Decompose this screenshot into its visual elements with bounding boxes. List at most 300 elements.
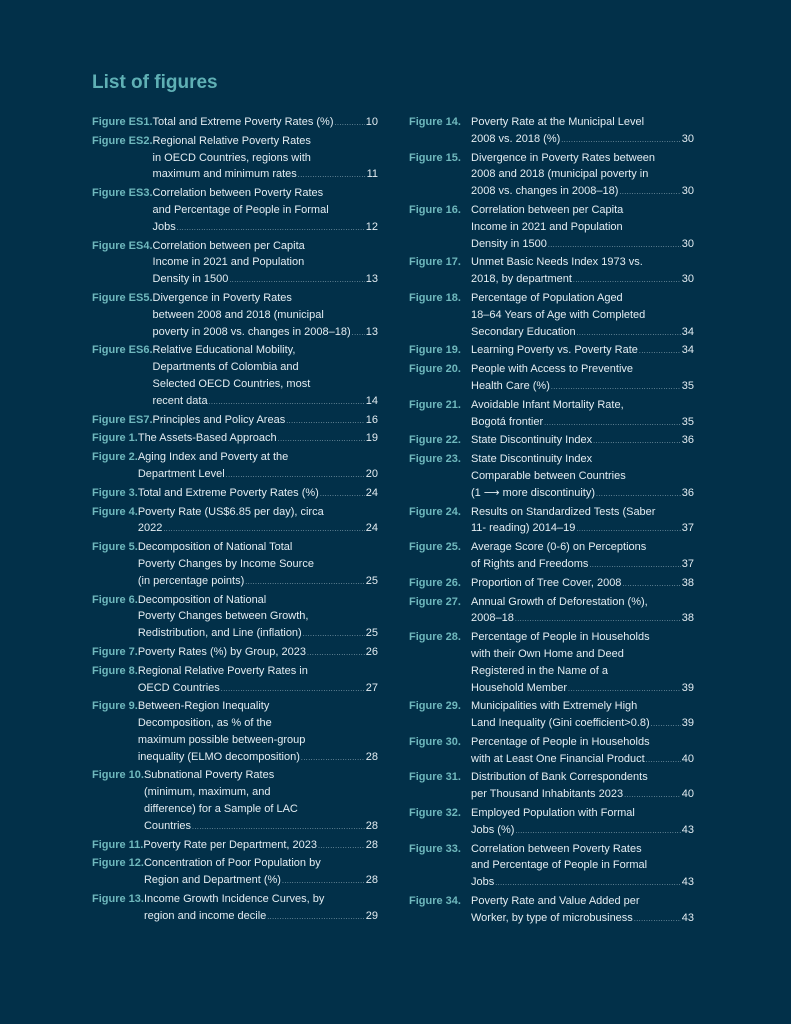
figure-entry[interactable] <box>92 855 378 891</box>
figure-title-last-line <box>153 166 378 185</box>
figure-title-line: Divergence in Poverty Rates between <box>471 151 656 164</box>
figure-title-line: and Percentage of People in Formal <box>152 203 329 216</box>
figure-title-line: Total and Extreme Poverty Rates (%) <box>152 116 334 128</box>
figure-title-last-line <box>153 412 378 431</box>
figure-title-line: difference) for a Sample of LAC <box>143 803 298 816</box>
figure-label: Figure 29. <box>409 700 461 713</box>
figure-title-line: Income Growth Incidence Curves, by <box>143 893 325 906</box>
figure-title-last-line <box>471 910 694 929</box>
figure-title-line: Countries <box>143 819 192 832</box>
figure-entry[interactable] <box>409 575 694 594</box>
figure-title-line: with at Least One Financial Product <box>471 752 645 765</box>
page-number: 38 <box>681 612 694 625</box>
leader-dots <box>589 558 680 575</box>
figure-label: Figure 1. <box>92 432 138 445</box>
figure-label: Figure 3. <box>92 486 138 499</box>
figure-title-line: Annual Growth of Deforestation (%), <box>471 595 648 608</box>
figure-title-last-line <box>138 625 378 644</box>
figure-title <box>153 114 378 133</box>
figure-label: Figure ES1. <box>92 116 153 128</box>
figure-title <box>471 539 694 575</box>
page-number: 43 <box>681 911 694 924</box>
figure-entry[interactable] <box>409 539 694 575</box>
figure-label: Figure 34. <box>409 895 461 908</box>
figure-title-last-line <box>138 466 378 485</box>
figure-title-last-line <box>143 837 378 856</box>
figure-entry[interactable] <box>92 114 378 133</box>
figure-title <box>471 841 694 893</box>
leader-dots <box>561 133 680 150</box>
figure-entry[interactable] <box>409 202 694 254</box>
figure-label: Figure ES4. <box>92 239 153 252</box>
figure-label: Figure 16. <box>409 203 461 216</box>
leader-dots <box>286 414 365 431</box>
page-number: 43 <box>681 823 694 836</box>
figure-entry[interactable] <box>92 485 378 504</box>
figure-title <box>144 891 378 927</box>
figure-title-line: 2018, by department <box>471 273 572 286</box>
leader-dots <box>298 168 366 185</box>
page-number: 28 <box>365 819 378 832</box>
figure-title-line: and Percentage of People in Formal <box>471 859 648 872</box>
leader-dots <box>624 788 681 805</box>
figure-entry[interactable] <box>92 698 378 767</box>
figure-title <box>144 855 378 891</box>
figure-title-last-line <box>144 818 378 837</box>
figure-title-line: Bogotá frontier <box>471 415 544 428</box>
figure-title <box>138 663 378 699</box>
figure-title-last-line <box>153 393 378 412</box>
figure-title-last-line <box>471 610 694 629</box>
page-number: 28 <box>365 750 378 763</box>
page-number: 35 <box>681 379 694 392</box>
figure-label: Figure 24. <box>409 505 461 518</box>
figure-entry[interactable] <box>409 594 694 630</box>
figure-title-line: Percentage of Population Aged <box>471 291 623 304</box>
figure-title-line: Density in 1500 <box>471 237 547 250</box>
figure-title <box>471 734 694 770</box>
figure-title-line: 2022 <box>137 522 163 535</box>
page-number: 40 <box>681 752 694 765</box>
figure-label: Figure ES7. <box>92 413 153 426</box>
figure-title-line: Jobs (%) <box>471 823 515 836</box>
figure-title <box>138 430 378 449</box>
page-number: 13 <box>365 273 378 286</box>
figure-entry[interactable] <box>409 769 694 805</box>
figure-title <box>153 342 378 411</box>
figure-entry[interactable] <box>92 238 378 290</box>
figure-entry[interactable] <box>409 698 694 734</box>
figure-entry[interactable] <box>409 734 694 770</box>
figure-title-line: Employed Population with Formal <box>471 807 635 820</box>
figure-title-line: Learning Poverty vs. Poverty Rate <box>471 344 638 357</box>
page-number: 11 <box>366 168 378 181</box>
figure-title-line: with their Own Home and Deed <box>471 647 624 660</box>
page-number: 35 <box>681 415 694 428</box>
figure-title-line: between 2008 and 2018 (municipal <box>152 308 324 321</box>
figure-label: Figure ES6. <box>92 344 153 357</box>
leader-dots <box>267 910 364 927</box>
figure-title-last-line <box>153 324 378 343</box>
figure-label: Figure 23. <box>409 453 461 466</box>
figure-title <box>153 185 378 237</box>
figure-title-line: Relative Educational Mobility, <box>152 344 296 357</box>
page-number: 19 <box>365 432 378 445</box>
figure-entry[interactable] <box>92 449 378 485</box>
figure-title-line: Poverty Rate and Value Added per <box>471 895 640 908</box>
figure-title-line: Decomposition of National Total <box>137 541 293 554</box>
figure-entry[interactable] <box>92 539 378 591</box>
leader-dots <box>544 416 681 433</box>
figure-entry[interactable] <box>92 133 378 185</box>
figure-label: Figure 11. <box>92 838 144 851</box>
page-number: 29 <box>365 909 378 922</box>
figure-label: Figure 2. <box>92 451 138 464</box>
page-number: 30 <box>681 273 694 286</box>
leader-dots <box>177 221 365 238</box>
figure-title <box>138 485 378 504</box>
figure-entry[interactable] <box>92 412 378 431</box>
figure-title-last-line <box>471 342 694 361</box>
page-number: 14 <box>365 394 378 407</box>
figure-label: Figure 6. <box>92 593 138 606</box>
figure-label: Figure 32. <box>409 807 461 820</box>
figure-entry[interactable] <box>409 432 694 451</box>
page-number: 30 <box>681 132 694 145</box>
figure-label: Figure 31. <box>409 771 461 784</box>
figure-title-line: Percentage of People in Households <box>471 631 650 644</box>
figure-entry[interactable] <box>409 451 694 503</box>
figure-entry[interactable] <box>92 185 378 237</box>
leader-dots <box>221 682 365 699</box>
figure-title <box>138 449 378 485</box>
figure-title-line: region and income decile <box>143 909 267 922</box>
figure-title <box>471 594 694 630</box>
figure-title-last-line <box>471 786 694 805</box>
figure-title-line: Principles and Policy Areas <box>152 413 286 426</box>
figure-label: Figure 18. <box>409 291 461 304</box>
figure-title-line: 2008 vs. changes in 2008–18) <box>471 185 619 198</box>
figure-entry[interactable] <box>92 592 378 644</box>
figure-title-line: Jobs <box>152 220 176 233</box>
figure-title-line: Density in 1500 <box>152 273 229 286</box>
figure-entry[interactable] <box>409 361 694 397</box>
leader-dots <box>596 487 681 504</box>
figure-title-last-line <box>471 575 694 594</box>
figure-label: Figure 22. <box>409 434 461 447</box>
figure-list-left-column <box>92 114 378 927</box>
figure-label: Figure 4. <box>92 505 138 518</box>
figure-title <box>471 397 694 433</box>
figure-title-line: Redistribution, and Line (inflation) <box>137 627 302 640</box>
figure-title-line: Divergence in Poverty Rates <box>152 291 292 304</box>
page-number: 37 <box>681 522 694 535</box>
page-number: 26 <box>365 645 378 658</box>
figure-title-line: State Discontinuity Index <box>471 453 593 466</box>
figure-label: Figure 30. <box>409 735 461 748</box>
figure-title-last-line <box>471 432 694 451</box>
figure-title-last-line <box>153 114 378 133</box>
figure-title-last-line <box>471 556 694 575</box>
figure-title-last-line <box>471 324 694 343</box>
page-number: 34 <box>681 325 694 338</box>
page-number: 38 <box>681 576 694 589</box>
leader-dots <box>303 627 365 644</box>
figure-entry[interactable] <box>409 342 694 361</box>
page-number: 27 <box>365 681 378 694</box>
page-number: 36 <box>681 434 694 447</box>
figure-title <box>138 504 378 540</box>
figure-title-line: Jobs <box>471 876 495 889</box>
figure-entry[interactable] <box>409 841 694 893</box>
figure-title <box>153 133 378 185</box>
leader-dots <box>515 824 680 841</box>
page-number: 13 <box>365 325 378 338</box>
page-title: List of figures <box>92 72 218 93</box>
figure-title-last-line <box>471 874 694 893</box>
figure-entry[interactable] <box>409 150 694 202</box>
leader-dots <box>639 344 681 361</box>
page-number: 34 <box>681 344 694 357</box>
figure-list-right-column <box>409 114 694 929</box>
figure-title-line: OECD Countries <box>137 681 220 694</box>
figure-title-line: Registered in the Name of a <box>471 664 608 677</box>
figure-title <box>138 539 378 591</box>
figure-entry[interactable] <box>409 290 694 342</box>
leader-dots <box>192 820 365 837</box>
page-number: 40 <box>681 788 694 801</box>
leader-dots <box>301 751 365 768</box>
leader-dots <box>577 326 681 343</box>
figure-label: Figure 10. <box>92 769 144 782</box>
figure-title-line: Poverty Rate per Department, 2023 <box>143 838 318 851</box>
figure-entry[interactable] <box>92 290 378 342</box>
page-number: 24 <box>365 486 378 499</box>
figure-title <box>471 114 694 150</box>
figure-title-line: Avoidable Infant Mortality Rate, <box>471 398 624 411</box>
figure-title-line: Household Member <box>471 681 567 694</box>
figure-title-line: Regional Relative Poverty Rates in <box>137 664 308 677</box>
leader-dots <box>576 522 680 539</box>
figure-entry[interactable] <box>92 342 378 411</box>
figure-title <box>471 575 694 594</box>
page-number: 24 <box>365 522 378 535</box>
figure-entry[interactable] <box>92 430 378 449</box>
figure-entry[interactable] <box>92 891 378 927</box>
figure-label: Figure 12. <box>92 857 144 870</box>
figure-title <box>471 451 694 503</box>
figure-entry[interactable] <box>409 805 694 841</box>
page-number: 28 <box>365 874 378 887</box>
figure-title-last-line <box>471 414 694 433</box>
leader-dots <box>646 753 681 770</box>
figure-label: Figure ES5. <box>92 291 153 304</box>
figure-title-last-line <box>138 749 378 768</box>
figure-entry[interactable] <box>92 663 378 699</box>
figure-title-line: Comparable between Countries <box>471 469 626 482</box>
figure-label: Figure 8. <box>92 664 138 677</box>
figure-title <box>471 150 694 202</box>
figure-title-line: 11- reading) 2014–19 <box>471 522 576 535</box>
figure-title-line: Decomposition, as % of the <box>137 717 272 730</box>
figure-title <box>471 698 694 734</box>
page-number: 25 <box>365 627 378 640</box>
figure-title-line: 2008–18 <box>471 612 514 625</box>
leader-dots <box>318 839 365 856</box>
figure-entry[interactable] <box>92 837 378 856</box>
figure-title <box>138 698 378 767</box>
figure-label: Figure 14. <box>409 116 461 128</box>
figure-label: Figure 17. <box>409 256 461 269</box>
figure-title-line: Land Inequality (Gini coefficient>0.8) <box>471 717 650 730</box>
figure-title-last-line <box>138 680 378 699</box>
figure-label: Figure 27. <box>409 595 461 608</box>
figure-title-last-line <box>471 485 694 504</box>
figure-entry[interactable] <box>92 644 378 663</box>
figure-title-line: 18–64 Years of Age with Completed <box>471 308 646 321</box>
figure-title-line: The Assets-Based Approach <box>137 432 277 445</box>
figure-title-line: Departments of Colombia and <box>152 361 299 374</box>
figure-title-line: of Rights and Freedoms <box>471 557 589 570</box>
leader-dots <box>320 487 365 504</box>
figure-title <box>138 644 378 663</box>
figure-title-line: Concentration of Poor Population by <box>143 857 321 870</box>
leader-dots <box>551 380 681 397</box>
figure-title <box>471 290 694 342</box>
figure-title-line: Secondary Education <box>471 325 576 338</box>
figure-title-last-line <box>153 219 378 238</box>
figure-title-line: Aging Index and Poverty at the <box>137 451 289 464</box>
figure-title-line: Average Score (0-6) on Perceptions <box>471 541 647 554</box>
figure-title-line: Income in 2021 and Population <box>152 256 305 269</box>
figure-label: Figure 26. <box>409 576 461 589</box>
leader-dots <box>651 717 681 734</box>
leader-dots <box>163 522 364 539</box>
leader-dots <box>622 577 680 594</box>
figure-title <box>471 342 694 361</box>
figure-label: Figure 28. <box>409 631 461 644</box>
figure-title-last-line <box>471 183 694 202</box>
figure-title-line: Municipalities with Extremely High <box>471 700 638 713</box>
figure-title-line: Decomposition of National <box>137 593 267 606</box>
figure-title-line: (minimum, maximum, and <box>143 786 271 799</box>
figure-title-line: Regional Relative Poverty Rates <box>152 134 311 147</box>
page-number: 36 <box>681 486 694 499</box>
figure-title-line: inequality (ELMO decomposition) <box>137 750 300 763</box>
figure-title-last-line <box>153 271 378 290</box>
figure-label: Figure 13. <box>92 893 144 906</box>
figure-title <box>153 290 378 342</box>
figure-entry[interactable] <box>92 767 378 836</box>
figure-title-line: poverty in 2008 vs. changes in 2008–18) <box>152 325 351 338</box>
figure-title-line: Poverty Rate at the Municipal Level <box>471 116 645 128</box>
leader-dots <box>495 876 681 893</box>
figure-title <box>471 202 694 254</box>
figure-entry[interactable] <box>409 114 694 150</box>
figure-title-line: Total and Extreme Poverty Rates (%) <box>137 486 319 499</box>
figure-label: Figure 15. <box>409 151 461 164</box>
figure-title-last-line <box>471 680 694 699</box>
figure-title-line: Results on Standardized Tests (Saber <box>471 505 656 518</box>
figure-title-last-line <box>471 715 694 734</box>
figure-title-last-line <box>471 131 694 150</box>
leader-dots <box>634 912 681 929</box>
figure-entry[interactable] <box>409 629 694 698</box>
figure-title-last-line <box>144 872 378 891</box>
figure-title-line: Unmet Basic Needs Index 1973 vs. <box>471 256 643 269</box>
figure-title-last-line <box>471 822 694 841</box>
figure-title-line: 2008 vs. 2018 (%) <box>471 132 561 145</box>
figure-title-line: Distribution of Bank Correspondents <box>471 771 648 784</box>
figure-title-line: Income in 2021 and Population <box>471 220 623 233</box>
page-number: 30 <box>681 237 694 250</box>
figure-title-last-line <box>138 485 378 504</box>
figure-title <box>138 592 378 644</box>
leader-dots <box>282 874 365 891</box>
figure-title-line: State Discontinuity Index <box>471 434 593 447</box>
figure-label: Figure 9. <box>92 700 138 713</box>
figure-title-line: Poverty Changes by Income Source <box>137 557 314 570</box>
leader-dots <box>573 273 681 290</box>
leader-dots <box>278 432 365 449</box>
figure-title-line: Region and Department (%) <box>143 874 281 887</box>
figure-entry[interactable] <box>409 397 694 433</box>
figure-title <box>153 238 378 290</box>
leader-dots <box>515 612 681 629</box>
leader-dots <box>335 116 365 133</box>
figure-title-line: Correlation between per Capita <box>152 239 305 252</box>
figure-title <box>143 837 378 856</box>
page-number: 10 <box>365 116 378 128</box>
figure-title-last-line <box>471 236 694 255</box>
figure-title-line: People with Access to Preventive <box>471 363 634 376</box>
page-number: 39 <box>681 681 694 694</box>
figure-entry[interactable] <box>409 504 694 540</box>
figure-title-line: maximum and minimum rates <box>152 168 297 181</box>
figure-title-last-line <box>471 271 694 290</box>
figure-title-last-line <box>138 573 378 592</box>
figure-label: Figure 7. <box>92 645 138 658</box>
figure-label: Figure 21. <box>409 398 461 411</box>
figure-label: Figure 5. <box>92 541 138 554</box>
figure-title-line: Proportion of Tree Cover, 2008 <box>471 576 622 589</box>
figure-entry[interactable] <box>409 893 694 929</box>
figure-title-line: Poverty Rate (US$6.85 per day), circa <box>137 505 324 518</box>
page-number: 39 <box>681 717 694 730</box>
figure-title <box>471 254 694 290</box>
figure-label: Figure 19. <box>409 344 461 357</box>
leader-dots <box>568 682 681 699</box>
leader-dots <box>245 575 365 592</box>
page-number: 43 <box>681 876 694 889</box>
figure-title <box>144 767 378 836</box>
figure-title-line: recent data <box>152 394 208 407</box>
figure-label: Figure ES3. <box>92 187 153 200</box>
page-number: 30 <box>681 185 694 198</box>
leader-dots <box>548 238 681 255</box>
figure-label: Figure 25. <box>409 541 461 554</box>
figure-entry[interactable] <box>92 504 378 540</box>
figure-title <box>471 893 694 929</box>
figure-title-last-line <box>138 520 378 539</box>
figure-title <box>153 412 378 431</box>
figure-title-line: Subnational Poverty Rates <box>143 769 275 782</box>
page-number: 20 <box>365 467 378 480</box>
figure-title-line: 2008 and 2018 (municipal poverty in <box>471 168 649 181</box>
leader-dots <box>307 646 365 663</box>
leader-dots <box>209 395 365 412</box>
figure-entry[interactable] <box>409 254 694 290</box>
